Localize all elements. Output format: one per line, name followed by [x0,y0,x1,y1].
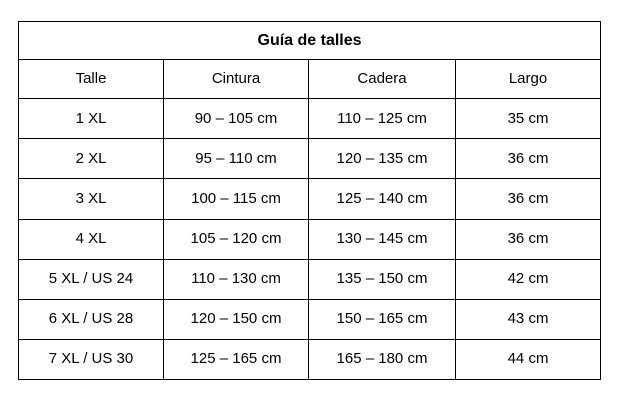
header-largo: Largo [456,60,601,99]
cell-cadera: 125 – 140 cm [309,179,456,219]
cell-talle: 7 XL / US 30 [19,339,164,379]
table-row [19,179,601,219]
header-cadera: Cadera [309,60,456,99]
table-header-row [19,60,601,99]
cell-cadera: 150 – 165 cm [309,299,456,339]
cell-cadera: 130 – 145 cm [309,219,456,259]
cell-talle: 3 XL [19,179,164,219]
table-row [19,299,601,339]
table-row [19,139,601,179]
table-row [19,259,601,299]
cell-largo: 42 cm [456,259,601,299]
table-title: Guía de talles [19,22,601,60]
cell-largo: 36 cm [456,139,601,179]
cell-talle: 4 XL [19,219,164,259]
cell-cintura: 120 – 150 cm [164,299,309,339]
cell-cintura: 110 – 130 cm [164,259,309,299]
table-row [19,219,601,259]
cell-talle: 1 XL [19,99,164,139]
cell-cintura: 90 – 105 cm [164,99,309,139]
cell-largo: 43 cm [456,299,601,339]
cell-cadera: 120 – 135 cm [309,139,456,179]
cell-largo: 36 cm [456,179,601,219]
cell-largo: 44 cm [456,339,601,379]
size-guide-table [18,21,601,380]
cell-largo: 36 cm [456,219,601,259]
header-cintura: Cintura [164,60,309,99]
cell-cadera: 135 – 150 cm [309,259,456,299]
table-row [19,99,601,139]
cell-largo: 35 cm [456,99,601,139]
cell-talle: 5 XL / US 24 [19,259,164,299]
cell-cintura: 105 – 120 cm [164,219,309,259]
cell-cintura: 95 – 110 cm [164,139,309,179]
cell-cintura: 100 – 115 cm [164,179,309,219]
cell-cintura: 125 – 165 cm [164,339,309,379]
cell-talle: 6 XL / US 28 [19,299,164,339]
header-talle: Talle [19,60,164,99]
table-title-row [19,22,601,60]
table-row [19,339,601,379]
cell-talle: 2 XL [19,139,164,179]
cell-cadera: 165 – 180 cm [309,339,456,379]
cell-cadera: 110 – 125 cm [309,99,456,139]
